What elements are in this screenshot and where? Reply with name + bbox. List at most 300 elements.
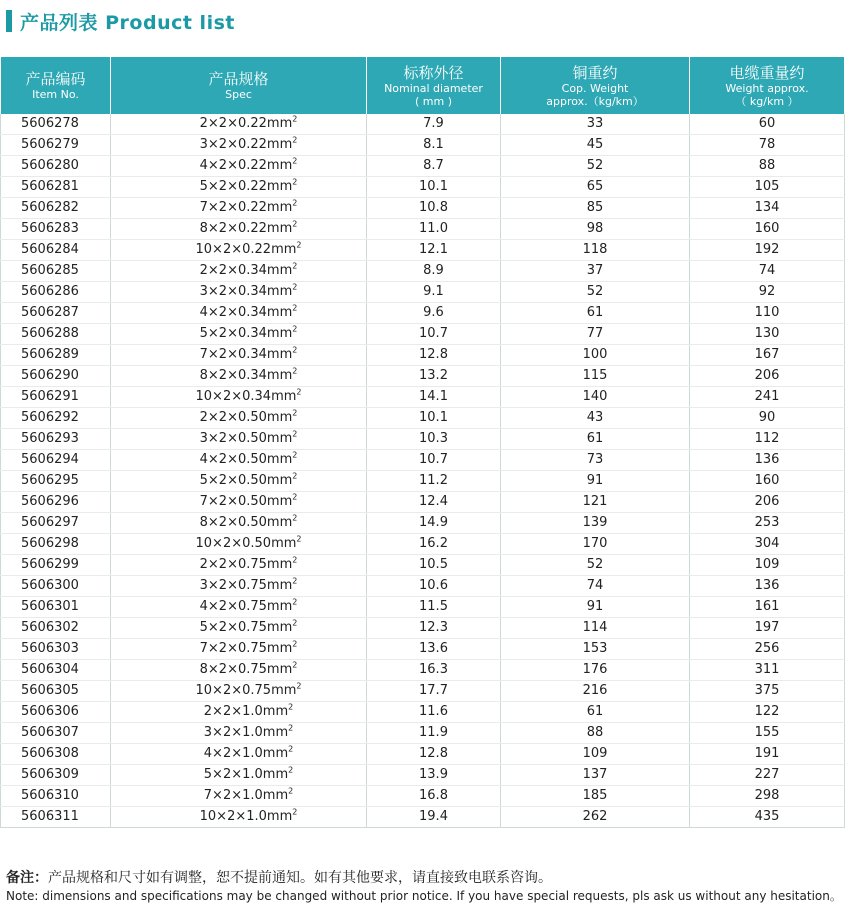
spec-unit: mm — [266, 347, 293, 362]
table-row — [1, 786, 845, 807]
cell-spec — [111, 303, 367, 324]
cell-spec — [111, 324, 367, 345]
cell-nominal-diameter: 7.9 — [367, 114, 501, 135]
spec-value: 2×2×0.50 — [199, 410, 267, 425]
spec-value: 10×2×0.75 — [195, 683, 272, 698]
header-item-no: 产品编码 Item No. — [1, 57, 111, 114]
table-row — [1, 660, 845, 681]
cell-spec — [111, 765, 367, 786]
cell-cable-weight: 92 — [690, 282, 845, 303]
cell-item-no: 5606302 — [1, 618, 111, 639]
cell-item-no: 5606292 — [1, 408, 111, 429]
cell-nominal-diameter: 8.7 — [367, 156, 501, 177]
cell-cable-weight: 136 — [690, 576, 845, 597]
cell-nominal-diameter: 14.9 — [367, 513, 501, 534]
spec-value: 5×2×1.0 — [203, 767, 263, 782]
spec-value: 8×2×0.34 — [199, 368, 267, 383]
spec-value: 3×2×0.50 — [199, 431, 267, 446]
cell-copper-weight: 33 — [501, 114, 690, 135]
cell-copper-weight: 65 — [501, 177, 690, 198]
cell-nominal-diameter: 11.9 — [367, 723, 501, 744]
header-nominal-diameter: 标称外径 Nominal diameter ( mm ) — [367, 57, 501, 114]
cell-spec — [111, 156, 367, 177]
footnote-zh — [6, 868, 846, 888]
spec-unit-exponent: 2 — [292, 366, 298, 376]
spec-unit-exponent: 2 — [292, 408, 298, 418]
spec-unit: mm — [266, 137, 293, 152]
cell-item-no: 5606305 — [1, 681, 111, 702]
cell-item-no: 5606307 — [1, 723, 111, 744]
cell-spec — [111, 597, 367, 618]
cell-item-no: 5606293 — [1, 429, 111, 450]
cell-nominal-diameter: 12.1 — [367, 240, 501, 261]
cell-copper-weight: 115 — [501, 366, 690, 387]
cell-spec — [111, 471, 367, 492]
spec-unit-exponent: 2 — [296, 387, 302, 397]
spec-unit: mm — [266, 578, 293, 593]
cell-spec — [111, 198, 367, 219]
table-row — [1, 744, 845, 765]
spec-value: 7×2×0.22 — [199, 200, 267, 215]
footnote-en: Note: dimensions and specifications may be changed without prior notice. If you have special requests, pls ask us without any hesitation。 — [6, 889, 842, 903]
cell-nominal-diameter: 10.7 — [367, 324, 501, 345]
cell-copper-weight: 121 — [501, 492, 690, 513]
spec-unit: mm — [266, 473, 293, 488]
table-row — [1, 387, 845, 408]
cell-nominal-diameter: 13.9 — [367, 765, 501, 786]
cell-copper-weight: 91 — [501, 597, 690, 618]
table-row — [1, 177, 845, 198]
cell-cable-weight: 197 — [690, 618, 845, 639]
page-title-text: 产品列表 Product list — [20, 11, 235, 34]
spec-unit: mm — [266, 515, 293, 530]
cell-spec — [111, 450, 367, 471]
spec-value: 5×2×0.34 — [199, 326, 267, 341]
table-row — [1, 198, 845, 219]
spec-value: 8×2×0.22 — [199, 221, 267, 236]
cell-copper-weight: 85 — [501, 198, 690, 219]
cell-cable-weight: 227 — [690, 765, 845, 786]
cell-cable-weight: 311 — [690, 660, 845, 681]
cell-spec — [111, 702, 367, 723]
cell-nominal-diameter: 19.4 — [367, 807, 501, 828]
spec-unit-exponent: 2 — [288, 786, 294, 796]
spec-unit-exponent: 2 — [292, 345, 298, 355]
spec-unit: mm — [266, 116, 293, 131]
cell-item-no: 5606279 — [1, 135, 111, 156]
cell-item-no: 5606285 — [1, 261, 111, 282]
table-row — [1, 765, 845, 786]
product-table-wrap — [0, 57, 850, 828]
cell-item-no: 5606300 — [1, 576, 111, 597]
title-accent-bar — [6, 10, 12, 32]
spec-value: 3×2×1.0 — [203, 725, 263, 740]
cell-nominal-diameter: 10.3 — [367, 429, 501, 450]
table-body — [1, 114, 845, 828]
spec-value: 4×2×0.34 — [199, 305, 267, 320]
cell-nominal-diameter: 16.3 — [367, 660, 501, 681]
spec-unit: mm — [266, 263, 293, 278]
spec-unit-exponent: 2 — [292, 807, 298, 817]
cell-cable-weight: 191 — [690, 744, 845, 765]
table-row — [1, 408, 845, 429]
spec-unit-exponent: 2 — [292, 555, 298, 565]
cell-cable-weight: 298 — [690, 786, 845, 807]
cell-cable-weight: 88 — [690, 156, 845, 177]
cell-item-no: 5606296 — [1, 492, 111, 513]
header-cable-weight: 电缆重量约 Weight approx. （ kg/km ） — [690, 57, 845, 114]
spec-unit-exponent: 2 — [292, 513, 298, 523]
table-row — [1, 240, 845, 261]
cell-spec — [111, 513, 367, 534]
cell-spec — [111, 660, 367, 681]
cell-cable-weight: 256 — [690, 639, 845, 660]
cell-item-no: 5606299 — [1, 555, 111, 576]
spec-unit: mm — [271, 242, 297, 257]
spec-unit: mm — [262, 725, 289, 740]
spec-value: 2×2×0.75 — [199, 557, 267, 572]
cell-copper-weight: 98 — [501, 219, 690, 240]
spec-unit: mm — [262, 704, 289, 719]
cell-nominal-diameter: 10.7 — [367, 450, 501, 471]
cell-copper-weight: 114 — [501, 618, 690, 639]
spec-unit-exponent: 2 — [288, 765, 294, 775]
cell-spec — [111, 135, 367, 156]
spec-unit: mm — [266, 641, 293, 656]
cell-cable-weight: 375 — [690, 681, 845, 702]
spec-unit-exponent: 2 — [292, 282, 298, 292]
cell-copper-weight: 73 — [501, 450, 690, 471]
spec-unit-exponent: 2 — [292, 492, 298, 502]
spec-unit-exponent: 2 — [292, 324, 298, 334]
table-row — [1, 261, 845, 282]
cell-nominal-diameter: 12.8 — [367, 744, 501, 765]
cell-spec — [111, 576, 367, 597]
cell-spec — [111, 387, 367, 408]
cell-nominal-diameter: 11.2 — [367, 471, 501, 492]
table-row — [1, 807, 845, 828]
spec-unit: mm — [271, 536, 297, 551]
cell-spec — [111, 408, 367, 429]
cell-cable-weight: 167 — [690, 345, 845, 366]
cell-nominal-diameter: 10.8 — [367, 198, 501, 219]
spec-unit: mm — [262, 767, 289, 782]
spec-value: 3×2×0.75 — [199, 578, 267, 593]
cell-nominal-diameter: 16.2 — [367, 534, 501, 555]
cell-spec — [111, 177, 367, 198]
cell-copper-weight: 118 — [501, 240, 690, 261]
spec-unit-exponent: 2 — [292, 156, 298, 166]
cell-item-no: 5606306 — [1, 702, 111, 723]
footnote-label: 备注： — [6, 870, 48, 886]
spec-unit: mm — [266, 494, 293, 509]
cell-item-no: 5606294 — [1, 450, 111, 471]
cell-item-no: 5606301 — [1, 597, 111, 618]
spec-unit: mm — [266, 620, 293, 635]
cell-copper-weight: 77 — [501, 324, 690, 345]
cell-nominal-diameter: 17.7 — [367, 681, 501, 702]
table-row — [1, 114, 845, 135]
cell-copper-weight: 153 — [501, 639, 690, 660]
cell-item-no: 5606304 — [1, 660, 111, 681]
spec-unit: mm — [266, 557, 293, 572]
spec-unit-exponent: 2 — [292, 639, 298, 649]
spec-value: 10×2×0.50 — [195, 536, 272, 551]
table-row — [1, 681, 845, 702]
spec-value: 4×2×0.22 — [199, 158, 267, 173]
spec-unit-exponent: 2 — [288, 744, 294, 754]
cell-nominal-diameter: 12.8 — [367, 345, 501, 366]
spec-unit: mm — [271, 389, 297, 404]
table-row — [1, 597, 845, 618]
cell-nominal-diameter: 10.1 — [367, 408, 501, 429]
cell-copper-weight: 52 — [501, 156, 690, 177]
cell-cable-weight: 134 — [690, 198, 845, 219]
cell-item-no: 5606303 — [1, 639, 111, 660]
spec-unit-exponent: 2 — [296, 681, 302, 691]
cell-cable-weight: 122 — [690, 702, 845, 723]
cell-nominal-diameter: 9.1 — [367, 282, 501, 303]
spec-unit: mm — [266, 158, 293, 173]
table-row — [1, 366, 845, 387]
cell-nominal-diameter: 14.1 — [367, 387, 501, 408]
cell-cable-weight: 78 — [690, 135, 845, 156]
cell-copper-weight: 137 — [501, 765, 690, 786]
table-row — [1, 534, 845, 555]
cell-cable-weight: 160 — [690, 471, 845, 492]
spec-unit-exponent: 2 — [292, 303, 298, 313]
cell-cable-weight: 130 — [690, 324, 845, 345]
cell-item-no: 5606308 — [1, 744, 111, 765]
cell-spec — [111, 786, 367, 807]
table-row — [1, 639, 845, 660]
cell-cable-weight: 435 — [690, 807, 845, 828]
spec-unit-exponent: 2 — [292, 261, 298, 271]
cell-item-no: 5606278 — [1, 114, 111, 135]
cell-nominal-diameter: 13.2 — [367, 366, 501, 387]
cell-item-no: 5606284 — [1, 240, 111, 261]
cell-cable-weight: 136 — [690, 450, 845, 471]
spec-unit-exponent: 2 — [288, 723, 294, 733]
cell-cable-weight: 109 — [690, 555, 845, 576]
spec-unit-exponent: 2 — [292, 219, 298, 229]
cell-copper-weight: 216 — [501, 681, 690, 702]
cell-cable-weight: 112 — [690, 429, 845, 450]
cell-item-no: 5606280 — [1, 156, 111, 177]
spec-value: 8×2×0.75 — [199, 662, 267, 677]
cell-spec — [111, 492, 367, 513]
table-row — [1, 219, 845, 240]
spec-value: 5×2×0.22 — [199, 179, 267, 194]
spec-value: 7×2×0.34 — [199, 347, 267, 362]
cell-cable-weight: 74 — [690, 261, 845, 282]
spec-unit-exponent: 2 — [292, 576, 298, 586]
spec-unit: mm — [266, 431, 293, 446]
spec-value: 3×2×0.34 — [199, 284, 267, 299]
cell-item-no: 5606283 — [1, 219, 111, 240]
cell-nominal-diameter: 8.1 — [367, 135, 501, 156]
spec-value: 10×2×0.22 — [195, 242, 272, 257]
table-row — [1, 555, 845, 576]
spec-value: 10×2×1.0 — [199, 809, 267, 824]
cell-copper-weight: 43 — [501, 408, 690, 429]
spec-unit-exponent: 2 — [292, 177, 298, 187]
product-table — [0, 57, 845, 828]
spec-value: 4×2×0.50 — [199, 452, 267, 467]
spec-unit-exponent: 2 — [292, 135, 298, 145]
cell-item-no: 5606287 — [1, 303, 111, 324]
table-header — [1, 57, 845, 114]
cell-spec — [111, 429, 367, 450]
cell-item-no: 5606309 — [1, 765, 111, 786]
spec-unit-exponent: 2 — [288, 702, 294, 712]
spec-value: 2×2×1.0 — [203, 704, 263, 719]
cell-cable-weight: 206 — [690, 366, 845, 387]
table-row — [1, 450, 845, 471]
cell-spec — [111, 240, 367, 261]
spec-unit: mm — [266, 284, 293, 299]
cell-copper-weight: 170 — [501, 534, 690, 555]
cell-copper-weight: 61 — [501, 429, 690, 450]
cell-spec — [111, 639, 367, 660]
table-row — [1, 492, 845, 513]
cell-cable-weight: 110 — [690, 303, 845, 324]
footnote — [6, 868, 846, 904]
footnote-zh-text: 产品规格和尺寸如有调整，恕不提前通知。如有其他要求，请直接致电联系咨询。 — [48, 870, 552, 886]
spec-unit-exponent: 2 — [292, 429, 298, 439]
spec-value: 2×2×0.34 — [199, 263, 267, 278]
cell-nominal-diameter: 10.6 — [367, 576, 501, 597]
page-title — [6, 8, 235, 34]
cell-copper-weight: 100 — [501, 345, 690, 366]
table-row — [1, 513, 845, 534]
cell-spec — [111, 744, 367, 765]
cell-cable-weight: 60 — [690, 114, 845, 135]
cell-spec — [111, 618, 367, 639]
cell-copper-weight: 45 — [501, 135, 690, 156]
spec-unit-exponent: 2 — [296, 240, 302, 250]
cell-copper-weight: 140 — [501, 387, 690, 408]
spec-unit: mm — [266, 410, 293, 425]
cell-copper-weight: 109 — [501, 744, 690, 765]
table-row — [1, 429, 845, 450]
spec-unit: mm — [266, 221, 293, 236]
cell-nominal-diameter: 11.5 — [367, 597, 501, 618]
table-row — [1, 702, 845, 723]
spec-value: 8×2×0.50 — [199, 515, 267, 530]
spec-value: 5×2×0.75 — [199, 620, 267, 635]
table-row — [1, 471, 845, 492]
spec-value: 2×2×0.22 — [199, 116, 267, 131]
spec-unit: mm — [271, 683, 297, 698]
cell-copper-weight: 88 — [501, 723, 690, 744]
spec-value: 3×2×0.22 — [199, 137, 267, 152]
cell-cable-weight: 206 — [690, 492, 845, 513]
table-row — [1, 576, 845, 597]
cell-nominal-diameter: 11.0 — [367, 219, 501, 240]
spec-unit: mm — [266, 200, 293, 215]
cell-copper-weight: 61 — [501, 702, 690, 723]
spec-value: 7×2×1.0 — [203, 788, 263, 803]
cell-spec — [111, 534, 367, 555]
cell-item-no: 5606310 — [1, 786, 111, 807]
spec-unit: mm — [266, 179, 293, 194]
cell-spec — [111, 219, 367, 240]
table-row — [1, 282, 845, 303]
cell-cable-weight: 241 — [690, 387, 845, 408]
cell-nominal-diameter: 10.1 — [367, 177, 501, 198]
table-row — [1, 156, 845, 177]
table-row — [1, 345, 845, 366]
cell-cable-weight: 253 — [690, 513, 845, 534]
spec-unit: mm — [266, 662, 293, 677]
spec-unit: mm — [266, 809, 293, 824]
cell-spec — [111, 261, 367, 282]
cell-cable-weight: 155 — [690, 723, 845, 744]
table-row — [1, 135, 845, 156]
cell-nominal-diameter: 9.6 — [367, 303, 501, 324]
spec-unit-exponent: 2 — [292, 597, 298, 607]
cell-copper-weight: 185 — [501, 786, 690, 807]
cell-spec — [111, 114, 367, 135]
spec-unit: mm — [266, 452, 293, 467]
table-row — [1, 723, 845, 744]
table-row — [1, 324, 845, 345]
cell-item-no: 5606291 — [1, 387, 111, 408]
cell-cable-weight: 90 — [690, 408, 845, 429]
cell-item-no: 5606295 — [1, 471, 111, 492]
cell-cable-weight: 304 — [690, 534, 845, 555]
cell-copper-weight: 52 — [501, 282, 690, 303]
cell-nominal-diameter: 8.9 — [367, 261, 501, 282]
cell-copper-weight: 91 — [501, 471, 690, 492]
cell-nominal-diameter: 12.3 — [367, 618, 501, 639]
cell-cable-weight: 192 — [690, 240, 845, 261]
spec-unit: mm — [266, 599, 293, 614]
spec-unit: mm — [266, 368, 293, 383]
spec-unit-exponent: 2 — [292, 114, 298, 124]
cell-cable-weight: 160 — [690, 219, 845, 240]
spec-unit-exponent: 2 — [292, 471, 298, 481]
cell-nominal-diameter: 16.8 — [367, 786, 501, 807]
cell-spec — [111, 345, 367, 366]
cell-item-no: 5606298 — [1, 534, 111, 555]
cell-copper-weight: 176 — [501, 660, 690, 681]
cell-item-no: 5606282 — [1, 198, 111, 219]
header-copper-weight: 铜重约 Cop. Weight approx.（kg/km） — [501, 57, 690, 114]
cell-copper-weight: 74 — [501, 576, 690, 597]
cell-spec — [111, 366, 367, 387]
cell-item-no: 5606281 — [1, 177, 111, 198]
cell-spec — [111, 555, 367, 576]
cell-spec — [111, 807, 367, 828]
spec-unit-exponent: 2 — [296, 534, 302, 544]
header-spec: 产品规格 Spec — [111, 57, 367, 114]
cell-item-no: 5606311 — [1, 807, 111, 828]
cell-spec — [111, 282, 367, 303]
cell-cable-weight: 161 — [690, 597, 845, 618]
cell-copper-weight: 262 — [501, 807, 690, 828]
spec-unit: mm — [266, 326, 293, 341]
cell-nominal-diameter: 11.6 — [367, 702, 501, 723]
cell-nominal-diameter: 12.4 — [367, 492, 501, 513]
cell-copper-weight: 52 — [501, 555, 690, 576]
spec-value: 4×2×1.0 — [203, 746, 263, 761]
spec-unit: mm — [262, 788, 289, 803]
cell-copper-weight: 61 — [501, 303, 690, 324]
cell-nominal-diameter: 10.5 — [367, 555, 501, 576]
spec-value: 4×2×0.75 — [199, 599, 267, 614]
